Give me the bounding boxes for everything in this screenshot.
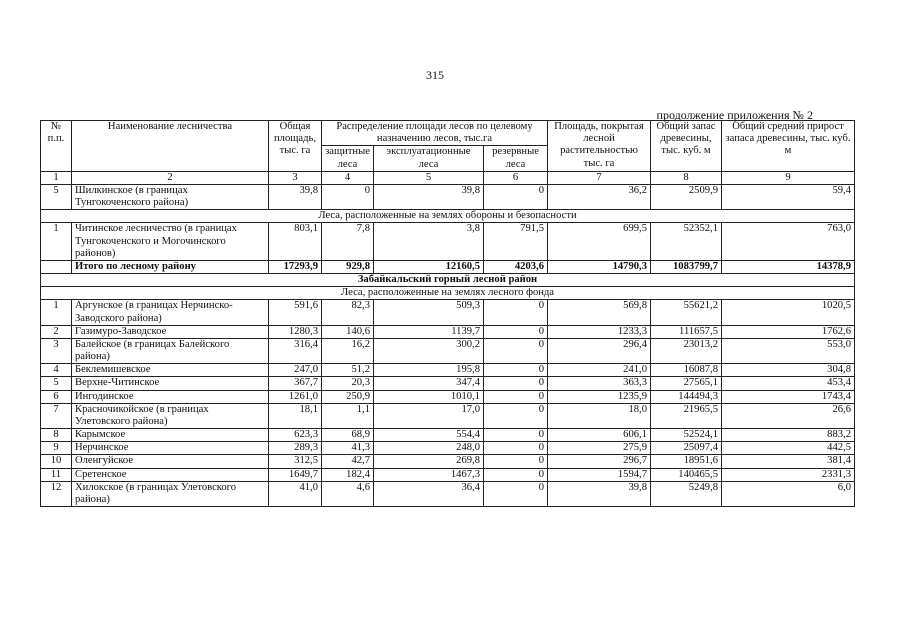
cell-cover: 14790,3 [548,260,651,273]
cell-prot: 140,6 [322,325,374,338]
cell-expl: 554,4 [374,429,484,442]
cell-prot: 7,8 [322,223,374,261]
cell-res: 0 [484,442,548,455]
cell-total: 17293,9 [269,260,322,273]
cell-num: 12 [41,481,72,506]
table-row [41,442,855,455]
cell-res: 0 [484,377,548,390]
cell-stock: 1083799,7 [651,260,722,273]
cell-cover: 1233,3 [548,325,651,338]
header-protective: защитные леса [322,146,374,171]
cell-num: 3 [41,338,72,363]
cell-name: Беклемишевское [72,364,269,377]
cell-prot: 250,9 [322,390,374,403]
column-index-cell: 7 [548,171,651,184]
cell-stock: 5249,8 [651,481,722,506]
cell-total: 289,3 [269,442,322,455]
table-row [41,184,855,209]
section-defense-lands-label: Леса, расположенные на землях обороны и безопасности [41,210,855,223]
cell-name: Ингодинское [72,390,269,403]
cell-prot: 42,7 [322,455,374,468]
cell-total: 312,5 [269,455,322,468]
cell-total: 1261,0 [269,390,322,403]
cell-incr: 14378,9 [722,260,855,273]
cell-incr: 453,4 [722,377,855,390]
cell-name: Красночикойское (в границах Улетовского района) [72,403,269,428]
cell-num [41,260,72,273]
column-index-cell: 5 [374,171,484,184]
appendix-continuation-note: продолжение приложения № 2 [656,108,813,122]
cell-incr: 59,4 [722,184,855,209]
cell-res: 0 [484,429,548,442]
header-distribution: Распределение площади лесов по целевому назначению лесов, тыс.га [322,121,548,146]
header-reserve: резервные леса [484,146,548,171]
cell-prot: 4,6 [322,481,374,506]
cell-res: 0 [484,403,548,428]
cell-name: Итого по лесному району [72,260,269,273]
header-num: № п.п. [41,121,72,172]
section-forest-fund-lands [41,287,855,300]
cell-total: 1649,7 [269,468,322,481]
cell-name: Хилокское (в границах Улетовского района) [72,481,269,506]
cell-stock: 140465,5 [651,468,722,481]
page-number: 315 [426,68,444,82]
cell-num: 9 [41,442,72,455]
cell-expl: 1010,1 [374,390,484,403]
cell-name: Сретенское [72,468,269,481]
table-header [41,121,855,172]
cell-prot: 20,3 [322,377,374,390]
cell-stock: 52524,1 [651,429,722,442]
cell-incr: 381,4 [722,455,855,468]
cell-cover: 296,7 [548,455,651,468]
cell-res: 4203,6 [484,260,548,273]
table-row [41,223,855,261]
header-exploitation: эксплуатационные леса [374,146,484,171]
cell-incr: 1743,4 [722,390,855,403]
cell-incr: 1020,5 [722,300,855,325]
cell-expl: 347,4 [374,377,484,390]
cell-prot: 68,9 [322,429,374,442]
cell-expl: 36,4 [374,481,484,506]
cell-total: 316,4 [269,338,322,363]
cell-cover: 363,3 [548,377,651,390]
table-row [41,455,855,468]
header-name: Наименование лесничества [72,121,269,172]
cell-expl: 1467,3 [374,468,484,481]
cell-stock: 55621,2 [651,300,722,325]
column-index-cell: 4 [322,171,374,184]
cell-incr: 1762,6 [722,325,855,338]
table-row [41,429,855,442]
cell-num: 5 [41,377,72,390]
cell-prot: 182,4 [322,468,374,481]
table-row [41,300,855,325]
cell-stock: 21965,5 [651,403,722,428]
section-forest-fund-lands-label: Леса, расположенные на землях лесного фонда [41,287,855,300]
cell-stock: 23013,2 [651,338,722,363]
cell-incr: 6,0 [722,481,855,506]
cell-expl: 1139,7 [374,325,484,338]
cell-expl: 17,0 [374,403,484,428]
cell-num: 10 [41,455,72,468]
cell-total: 1280,3 [269,325,322,338]
cell-res: 0 [484,455,548,468]
cell-cover: 36,2 [548,184,651,209]
cell-stock: 16087,8 [651,364,722,377]
cell-name: Верхне-Читинское [72,377,269,390]
cell-prot: 1,1 [322,403,374,428]
cell-total: 41,0 [269,481,322,506]
column-index-cell: 8 [651,171,722,184]
cell-num: 5 [41,184,72,209]
cell-stock: 52352,1 [651,223,722,261]
cell-total: 803,1 [269,223,322,261]
cell-expl: 509,3 [374,300,484,325]
cell-cover: 39,8 [548,481,651,506]
cell-res: 0 [484,468,548,481]
cell-num: 1 [41,300,72,325]
table-row [41,338,855,363]
cell-res: 791,5 [484,223,548,261]
cell-stock: 27565,1 [651,377,722,390]
cell-expl: 300,2 [374,338,484,363]
cell-incr: 763,0 [722,223,855,261]
cell-stock: 2509,9 [651,184,722,209]
cell-expl: 195,8 [374,364,484,377]
cell-res: 0 [484,325,548,338]
table-row [41,377,855,390]
cell-name: Газимуро-Заводское [72,325,269,338]
cell-cover: 1235,9 [548,390,651,403]
cell-num: 6 [41,390,72,403]
cell-total: 247,0 [269,364,322,377]
column-index-row [41,171,855,184]
table-row [41,403,855,428]
cell-total: 18,1 [269,403,322,428]
cell-prot: 929,8 [322,260,374,273]
cell-name: Нерчинское [72,442,269,455]
cell-name: Оленгуйское [72,455,269,468]
cell-num: 8 [41,429,72,442]
cell-expl: 248,0 [374,442,484,455]
table-row [41,468,855,481]
cell-name: Читинское лесничество (в границах Тунгокоченского и Могочинского районов) [72,223,269,261]
cell-prot: 41,3 [322,442,374,455]
cell-prot: 16,2 [322,338,374,363]
cell-num: 2 [41,325,72,338]
cell-cover: 296,4 [548,338,651,363]
region-title [41,274,855,287]
forest-districts-table [40,120,855,507]
cell-name: Балейское (в границах Балейского района) [72,338,269,363]
cell-stock: 144494,3 [651,390,722,403]
cell-res: 0 [484,184,548,209]
cell-cover: 606,1 [548,429,651,442]
district-total-row [41,260,855,273]
cell-name: Шилкинское (в границах Тунгокоченского района) [72,184,269,209]
table-row [41,390,855,403]
cell-cover: 18,0 [548,403,651,428]
cell-incr: 883,2 [722,429,855,442]
column-index-cell: 1 [41,171,72,184]
cell-res: 0 [484,300,548,325]
table-row [41,325,855,338]
column-index-cell: 2 [72,171,269,184]
cell-cover: 241,0 [548,364,651,377]
cell-stock: 111657,5 [651,325,722,338]
cell-total: 39,8 [269,184,322,209]
cell-prot: 51,2 [322,364,374,377]
region-title-label: Забайкальский горный лесной район [41,274,855,287]
cell-res: 0 [484,364,548,377]
cell-prot: 82,3 [322,300,374,325]
cell-total: 591,6 [269,300,322,325]
cell-incr: 26,6 [722,403,855,428]
cell-num: 1 [41,223,72,261]
cell-incr: 442,5 [722,442,855,455]
cell-name: Аргунское (в границах Нерчинско-Заводского района) [72,300,269,325]
cell-num: 11 [41,468,72,481]
header-stock: Общий запас древесины, тыс. куб. м [651,121,722,172]
table-row [41,481,855,506]
column-index-cell: 9 [722,171,855,184]
cell-expl: 12160,5 [374,260,484,273]
cell-cover: 699,5 [548,223,651,261]
column-index-cell: 3 [269,171,322,184]
cell-stock: 18951,6 [651,455,722,468]
cell-res: 0 [484,390,548,403]
header-forest-covered: Площадь, покрытая лесной растительностью тыс. га [548,121,651,172]
cell-incr: 304,8 [722,364,855,377]
cell-stock: 25097,4 [651,442,722,455]
cell-total: 367,7 [269,377,322,390]
cell-incr: 553,0 [722,338,855,363]
cell-expl: 269,8 [374,455,484,468]
cell-num: 7 [41,403,72,428]
column-index-cell: 6 [484,171,548,184]
cell-expl: 39,8 [374,184,484,209]
cell-cover: 1594,7 [548,468,651,481]
cell-res: 0 [484,481,548,506]
table-row [41,364,855,377]
cell-num: 4 [41,364,72,377]
cell-cover: 275,9 [548,442,651,455]
section-defense-lands [41,210,855,223]
cell-name: Карымское [72,429,269,442]
cell-total: 623,3 [269,429,322,442]
cell-res: 0 [484,338,548,363]
header-total-area: Общая площадь, тыс. га [269,121,322,172]
header-increment: Общий средний прирост запаса древесины, тыс. куб. м [722,121,855,172]
cell-cover: 569,8 [548,300,651,325]
table-body [41,171,855,506]
cell-incr: 2331,3 [722,468,855,481]
cell-prot: 0 [322,184,374,209]
cell-expl: 3,8 [374,223,484,261]
